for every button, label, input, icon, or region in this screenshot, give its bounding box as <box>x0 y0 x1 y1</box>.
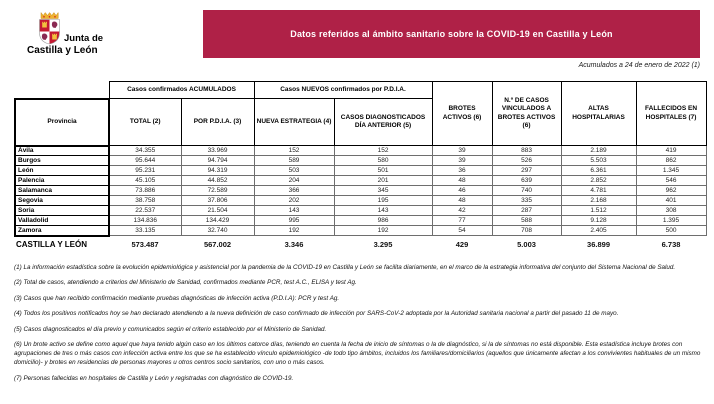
cell-value: 73.886 <box>109 186 181 196</box>
footnote: (7) Personas fallecidas en hospitales de Castilla y León y registradas con diagnóstico de COVID-19. <box>14 374 294 382</box>
cell-value: 5.503 <box>561 156 636 166</box>
cell-value: 6.361 <box>561 166 636 176</box>
cell-value: 192 <box>254 226 334 236</box>
cell-value: 94.794 <box>181 156 254 166</box>
cell-value: 34.355 <box>109 146 181 156</box>
cell-value: 1.395 <box>636 216 706 226</box>
table-body <box>15 146 706 236</box>
table-row <box>15 206 706 216</box>
total-cell-value: 6.738 <box>661 239 681 249</box>
total-row <box>15 236 706 253</box>
province-name: Ávila <box>15 146 109 156</box>
footnote: (5) Casos diagnosticados el día previo y comunicados según el criterio establecido por el Ministerio de Sanidad. <box>14 325 327 333</box>
cell-value: 2.405 <box>561 226 636 236</box>
banner <box>203 10 700 58</box>
col-header-brotes-activos: BROTES ACTIVOS (6) <box>432 82 492 146</box>
junta-logo <box>27 12 137 56</box>
province-name: Soria <box>15 206 109 216</box>
table-row <box>15 186 706 196</box>
cell-value: 72.589 <box>181 186 254 196</box>
cell-value: 94.319 <box>181 166 254 176</box>
province-name: Palencia <box>15 176 109 186</box>
cell-value: 46 <box>432 186 492 196</box>
cell-value: 401 <box>636 196 706 206</box>
cell-value: 22.537 <box>109 206 181 216</box>
total-cell-value: 573.487 <box>131 239 159 249</box>
table-row <box>15 166 706 176</box>
covid-table-wrap <box>14 81 705 253</box>
cell-value: 33.969 <box>181 146 254 156</box>
cell-value: 21.504 <box>181 206 254 216</box>
cell-value: 37.806 <box>181 196 254 206</box>
col-header-fallecidos: FALLECIDOS EN HOSPITALES (7) <box>636 82 706 146</box>
cell-value: 143 <box>254 206 334 216</box>
table-header <box>15 82 706 146</box>
province-name: Salamanca <box>15 186 109 196</box>
cell-value: 95.231 <box>109 166 181 176</box>
table-total-row <box>15 236 706 253</box>
cell-value: 38.758 <box>109 196 181 206</box>
cell-value: 883 <box>492 146 561 156</box>
group-header-nuevos-pdia: Casos NUEVOS confirmados por P.D.I.A. <box>254 82 432 99</box>
col-header-por-pdia: POR P.D.I.A. (3) <box>181 99 254 146</box>
cell-value: 32.740 <box>181 226 254 236</box>
accumulated-date-note: Acumulados a 24 de enero de 2022 (1) <box>578 62 700 69</box>
total-cell-value: 429 <box>455 239 469 249</box>
coat-of-arms-icon <box>38 12 61 45</box>
cell-value: 42 <box>432 206 492 216</box>
cell-value: 9.128 <box>561 216 636 226</box>
cell-value: 33.135 <box>109 226 181 236</box>
cell-value: 345 <box>334 186 432 196</box>
cell-value: 708 <box>492 226 561 236</box>
cell-value: 36 <box>432 166 492 176</box>
cell-value: 588 <box>492 216 561 226</box>
cell-value: 195 <box>334 196 432 206</box>
footnote: (6) Un brote activo se define como aquel que haya tenido algún caso en los últimos catorce días, teniendo en cuenta la fecha de inicio de síntomas o la de diagnóstico, si la de síntomas no está disponible. Esta estadística incluye brotes con agrupaciones de tres o más casos con infección activa entre los que se ha establecido vínculo epidemiológico -de todo tipo ámbitos, incluidos los familiares/domiciliarios (aquellos que únicamente afectan a los convivientes habituales de un mismo domicilio)- y brotes en residencias de personas mayores u otros centros socio sanitarios, con uno o más casos. <box>14 341 701 367</box>
province-name: León <box>15 166 109 176</box>
covid-data-table <box>14 81 707 253</box>
cell-value: 202 <box>254 196 334 206</box>
cell-value: 2.189 <box>561 146 636 156</box>
cell-value: 1.345 <box>636 166 706 176</box>
total-cell-value: 3.295 <box>373 239 393 249</box>
col-header-altas: ALTAS HOSPITALARIAS <box>561 82 636 146</box>
table-row <box>15 156 706 166</box>
province-name: Zamora <box>15 226 109 236</box>
cell-value: 366 <box>254 186 334 196</box>
logo-text-line1: Junta de <box>64 33 104 44</box>
header-blank-cell <box>15 82 109 99</box>
cell-value: 134.836 <box>109 216 181 226</box>
cell-value: 2.168 <box>561 196 636 206</box>
col-header-diagnosticados-dia-anterior: CASOS DIAGNOSTICADOS DÍA ANTERIOR (5) <box>334 99 432 146</box>
cell-value: 335 <box>492 196 561 206</box>
cell-value: 44.852 <box>181 176 254 186</box>
table-row <box>15 226 706 236</box>
cell-value: 48 <box>432 196 492 206</box>
cell-value: 308 <box>636 206 706 216</box>
banner-title: Datos referidos al ámbito sanitario sobre la COVID-19 en Castilla y León <box>290 29 613 39</box>
total-row-label: CASTILLA Y LEÓN <box>16 240 87 249</box>
cell-value: 45.105 <box>109 176 181 186</box>
cell-value: 77 <box>432 216 492 226</box>
cell-value: 1.512 <box>561 206 636 216</box>
total-cell-value: 567.002 <box>203 239 232 249</box>
logo-text-line2: Castilla y León <box>27 45 98 56</box>
cell-value: 500 <box>636 226 706 236</box>
cell-value: 419 <box>636 146 706 156</box>
cell-value: 143 <box>334 206 432 216</box>
cell-value: 4.781 <box>561 186 636 196</box>
footnotes <box>14 264 706 390</box>
total-cell-value: 36.899 <box>587 239 610 249</box>
table-row <box>15 196 706 206</box>
cell-value: 192 <box>334 226 432 236</box>
table-row <box>15 176 706 186</box>
cell-value: 995 <box>254 216 334 226</box>
cell-value: 48 <box>432 176 492 186</box>
footnote: (3) Casos que han recibido confirmación mediante pruebas diagnósticas de infección activa (P.D.I.A): PCR y test Ag. <box>14 294 340 302</box>
footnote: (1) La información estadística sobre la evolución epidemiológica y asistencial por la pandemia de la COVID-19 en Castilla y León se facilita diariamente, en el marco de la estrategia informativa del conjunto del Sistema Nacional de Salud. <box>14 264 676 271</box>
cell-value: 580 <box>334 156 432 166</box>
col-header-casos-vinculados: N.º DE CASOS VINCULADOS A BROTES ACTIVOS (6) <box>492 82 561 146</box>
cell-value: 962 <box>636 186 706 196</box>
footnote: (4) Todos los positivos notificados hoy se han declarado atendiendo a la nueva definición de caso confirmado de infección por SARS-CoV-2 adoptada por la Autoridad sanitaria nacional a partir del pasado 11 de mayo. <box>14 310 619 318</box>
col-header-total: TOTAL (2) <box>109 99 181 146</box>
cell-value: 152 <box>254 146 334 156</box>
cell-value: 54 <box>432 226 492 236</box>
cell-value: 39 <box>432 156 492 166</box>
cell-value: 862 <box>636 156 706 166</box>
cell-value: 986 <box>334 216 432 226</box>
province-name: Segovia <box>15 196 109 206</box>
cell-value: 287 <box>492 206 561 216</box>
cell-value: 589 <box>254 156 334 166</box>
cell-value: 39 <box>432 146 492 156</box>
cell-value: 639 <box>492 176 561 186</box>
cell-value: 2.852 <box>561 176 636 186</box>
total-cell-value: 3.346 <box>284 239 304 249</box>
cell-value: 526 <box>492 156 561 166</box>
cell-value: 503 <box>254 166 334 176</box>
footnote: (2) Total de casos, atendiendo a criterios del Ministerio de Sanidad, confirmados mediante PCR, test A.C., ELISA y test Ag. <box>14 279 357 287</box>
cell-value: 546 <box>636 176 706 186</box>
cell-value: 297 <box>492 166 561 176</box>
table-row <box>15 146 706 156</box>
cell-value: 204 <box>254 176 334 186</box>
cell-value: 740 <box>492 186 561 196</box>
cell-value: 134.429 <box>181 216 254 226</box>
province-name: Burgos <box>15 156 109 166</box>
cell-value: 95.644 <box>109 156 181 166</box>
table-row <box>15 216 706 226</box>
col-header-provincia: Provincia <box>15 99 109 146</box>
total-cell-value: 5.003 <box>517 239 536 249</box>
cell-value: 201 <box>334 176 432 186</box>
cell-value: 501 <box>334 166 432 176</box>
col-header-nueva-estrategia: NUEVA ESTRATEGIA (4) <box>254 99 334 146</box>
province-name: Valladolid <box>15 216 109 226</box>
cell-value: 152 <box>334 146 432 156</box>
group-header-acumulados: Casos confirmados ACUMULADOS <box>109 82 254 99</box>
